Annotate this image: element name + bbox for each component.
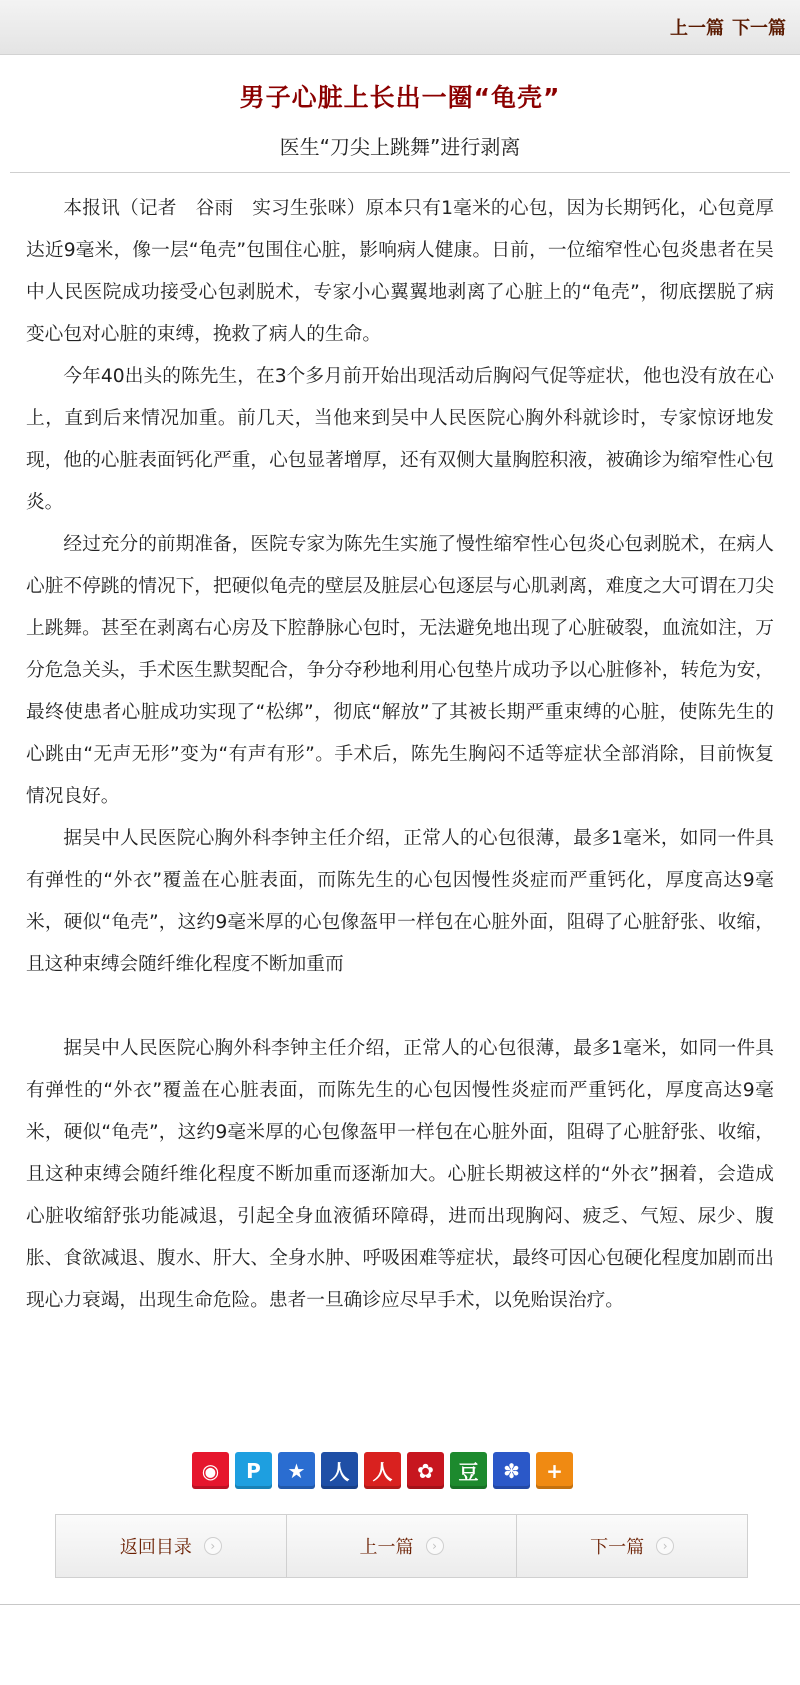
paragraph: 经过充分的前期准备，医院专家为陈先生实施了慢性缩窄性心包炎心包剥脱术，在病人心脏不停跳的情况下，把硬似龟壳的壁层及脏层心包逐层与心肌剥离，难度之大可谓在刀尖上跳舞。甚至在剥离右心房及下腔静脉心包时，无法避免地出现了心脏破裂，血流如注，万分危急关头，手术医生默契配合，争分夺秒地利用心包垫片成功予以心脏修补，转危为安，最终使患者心脏成功实现了“松绑”，彻底“解放”了其被长期严重束缚的心脏，使陈先生的心跳由“无声无形”变为“有声有形”。手术后，陈先生胸闷不适等症状全部消除，目前恢复情况良好。 [26, 534, 774, 807]
article-body [26, 188, 774, 1322]
next-article-link[interactable]: 下一篇 [732, 18, 786, 39]
top-nav [662, 14, 786, 40]
qzone-icon[interactable]: P [235, 1452, 272, 1489]
weibo-icon[interactable]: ◉ [192, 1452, 229, 1489]
paragraph: 本报讯（记者 谷雨 实习生张咪）原本只有1毫米的心包，因为长期钙化，心包竟厚达近9毫米，像一层“龟壳”包围住心脏，影响病人健康。日前，一位缩窄性心包炎患者在吴中人民医院成功接受心包剥脱术，专家小心翼翼地剥离了心脏上的“龟壳”，彻底摆脱了病变心包对心脏的束缚，挽救了病人的生命。 [26, 198, 774, 345]
favorite-star-icon[interactable]: ★ [278, 1452, 315, 1489]
baidu-icon[interactable]: ✽ [493, 1452, 530, 1489]
back-to-index-label: 返回目录 [119, 1537, 192, 1558]
title-divider [10, 172, 790, 173]
prev-article-button[interactable] [287, 1515, 518, 1577]
share-bar [192, 1452, 573, 1492]
article-title: 男子心脏上长出一圈“龟壳” [239, 83, 561, 112]
bottom-nav [55, 1514, 748, 1578]
chevron-right-icon: › [204, 1537, 222, 1555]
paragraph-truncated: 据吴中人民医院心胸外科李钟主任介绍，正常人的心包很薄，最多1毫米，如同一件具有弹性的“外衣”覆盖在心脏表面，而陈先生的心包因慢性炎症而严重钙化，厚度高达9毫米，硬似“龟壳”，这约9毫米厚的心包像盔甲一样包在心脏外面，阻碍了心脏舒张、收缩，且这种束缚会随纤维化程度不断加重而 [26, 828, 774, 975]
footer-divider [0, 1604, 800, 1605]
more-icon[interactable]: + [536, 1452, 573, 1489]
next-article-button[interactable] [517, 1515, 747, 1577]
next-article-label: 下一篇 [590, 1537, 645, 1558]
paragraph: 今年40出头的陈先生，在3个多月前开始出现活动后胸闷气促等症状，他也没有放在心上，直到后来情况加重。前几天，当他来到吴中人民医院心胸外科就诊时，专家惊讶地发现，他的心脏表面钙化严重，心包显著增厚，还有双侧大量胸腔积液，被确诊为缩窄性心包炎。 [26, 366, 774, 513]
douban-icon[interactable]: 豆 [450, 1452, 487, 1489]
prev-article-label: 上一篇 [359, 1537, 414, 1558]
chevron-right-icon: › [426, 1537, 444, 1555]
renren-icon[interactable]: 人 [321, 1452, 358, 1489]
top-bar [0, 0, 800, 55]
article-subtitle: 医生“刀尖上跳舞”进行剥离 [279, 135, 521, 159]
back-to-index-button[interactable] [56, 1515, 287, 1577]
chevron-right-icon: › [656, 1537, 674, 1555]
people-daily-icon[interactable]: 人 [364, 1452, 401, 1489]
kaixin-icon[interactable]: ✿ [407, 1452, 444, 1489]
prev-article-link[interactable]: 上一篇 [670, 18, 724, 39]
paragraph: 据吴中人民医院心胸外科李钟主任介绍，正常人的心包很薄，最多1毫米，如同一件具有弹性的“外衣”覆盖在心脏表面，而陈先生的心包因慢性炎症而严重钙化，厚度高达9毫米，硬似“龟壳”，这约9毫米厚的心包像盔甲一样包在心脏外面，阻碍了心脏舒张、收缩，且这种束缚会随纤维化程度不断加重而逐渐加大。心脏长期被这样的“外衣”捆着，会造成心脏收缩舒张功能减退，引起全身血液循环障碍，进而出现胸闷、疲乏、气短、尿少、腹胀、食欲减退、腹水、肝大、全身水肿、呼吸困难等症状，最终可因心包硬化程度加剧而出现心力衰竭，出现生命危险。患者一旦确诊应尽早手术，以免贻误治疗。 [26, 1038, 774, 1311]
